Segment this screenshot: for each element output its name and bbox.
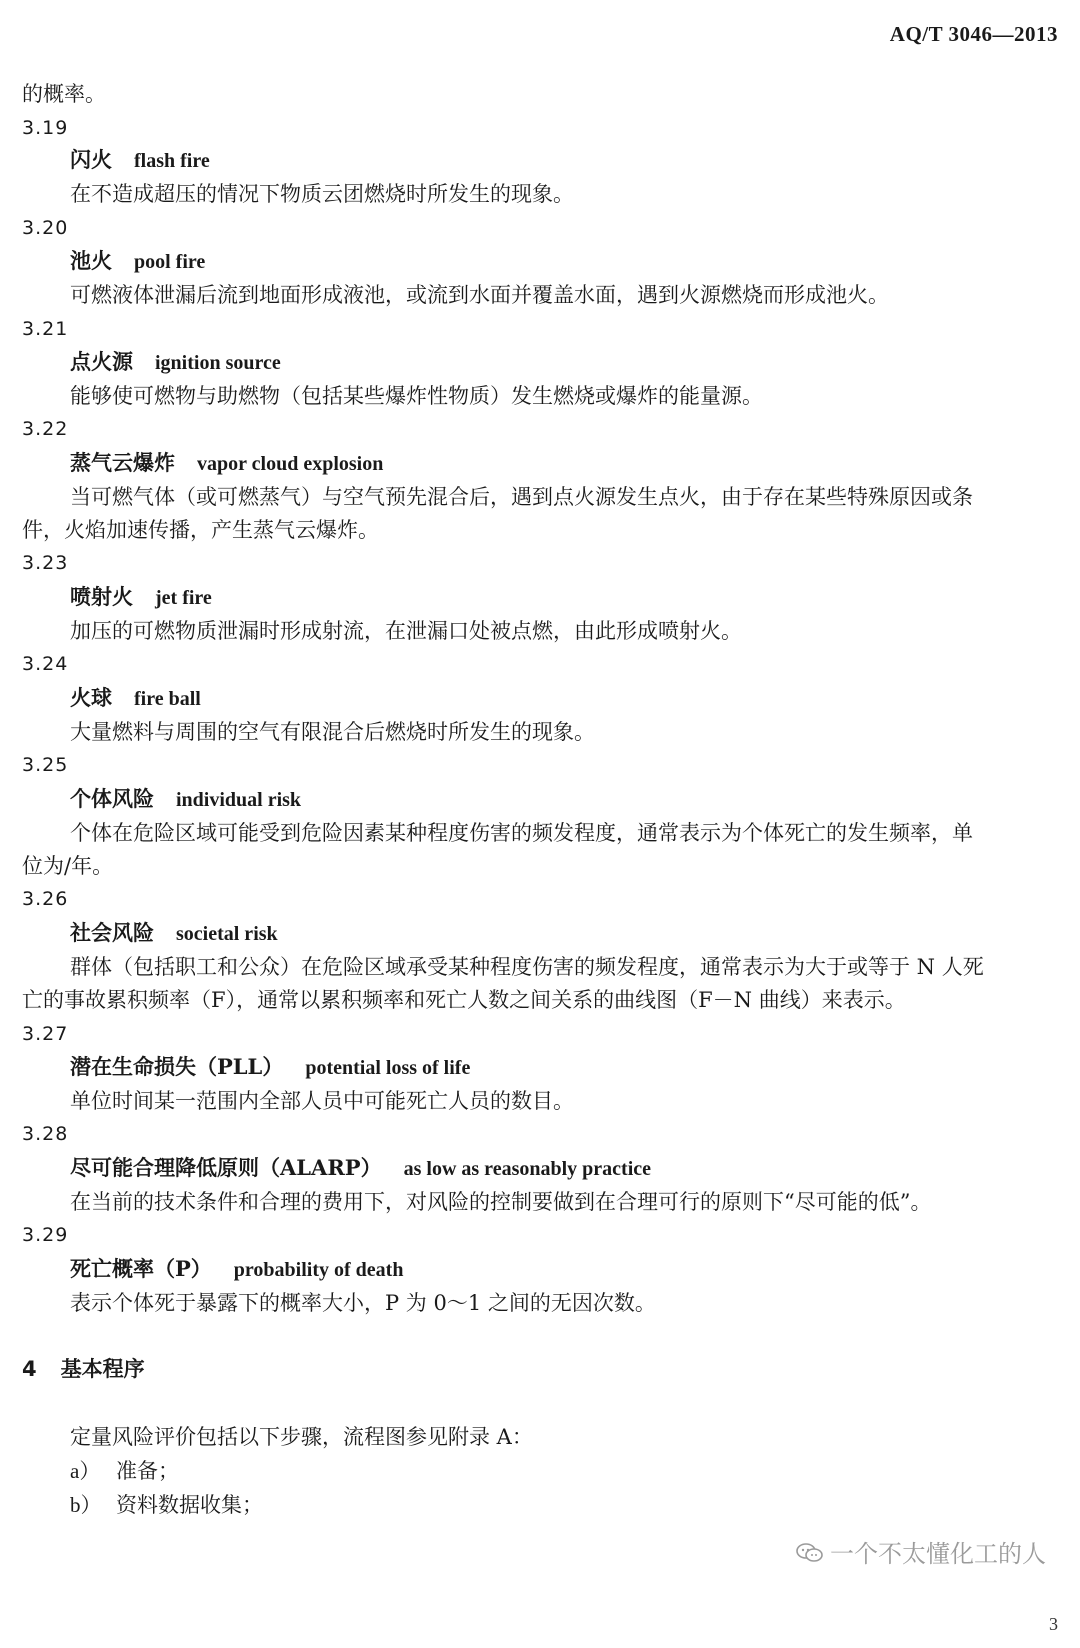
term-zh: 尽可能合理降低原则（ALARP）	[70, 1155, 382, 1180]
doc-code-header: AQ/T 3046—2013	[889, 22, 1058, 46]
term-heading	[70, 1255, 403, 1284]
term-heading	[70, 1154, 651, 1183]
term-en: vapor cloud explosion	[197, 453, 384, 475]
definition-text: 表示个体死于暴露下的概率大小，P 为 0～1 之间的无因次数。	[70, 1291, 656, 1315]
section-title: 基本程序	[60, 1356, 145, 1381]
entry-number: 3.26	[22, 888, 69, 910]
list-item-text: 资料数据收集；	[116, 1493, 263, 1517]
entry-number: 3.20	[22, 217, 69, 239]
watermark	[796, 1534, 1046, 1569]
term-zh: 蒸气云爆炸	[70, 450, 175, 475]
definition-text: 单位时间某一范围内全部人员中可能死亡人员的数目。	[70, 1089, 574, 1113]
term-heading	[70, 684, 201, 713]
wechat-icon	[796, 1542, 822, 1562]
watermark-text: 一个不太懂化工的人	[830, 1540, 1046, 1568]
term-heading	[70, 583, 212, 612]
section-intro: 定量风险评价包括以下步骤，流程图参见附录 A：	[70, 1425, 533, 1449]
entry-number: 3.29	[22, 1224, 69, 1246]
definition-text: 加压的可燃物质泄漏时形成射流，在泄漏口处被点燃，由此形成喷射火。	[70, 619, 742, 643]
term-heading	[70, 146, 210, 175]
term-zh: 社会风险	[70, 920, 154, 945]
term-zh: 潜在生命损失（PLL）	[70, 1054, 284, 1079]
definition-text: 位为/年。	[22, 854, 114, 878]
term-zh: 喷射火	[70, 584, 133, 609]
term-en: potential loss of life	[305, 1057, 471, 1079]
list-item-text: 准备；	[116, 1459, 179, 1483]
definition-text: 能够使可燃物与助燃物（包括某些爆炸性物质）发生燃烧或爆炸的能量源。	[70, 384, 763, 408]
definition-text: 个体在危险区域可能受到危险因素某种程度伤害的频发程度，通常表示为个体死亡的发生频率，单	[70, 821, 973, 845]
term-zh: 点火源	[70, 349, 133, 374]
term-zh: 闪火	[70, 147, 112, 172]
definition-text: 件，火焰加速传播，产生蒸气云爆炸。	[22, 518, 379, 542]
term-en: fire ball	[134, 688, 201, 710]
list-item	[70, 1457, 179, 1485]
list-item	[70, 1491, 263, 1519]
term-heading	[70, 785, 301, 814]
term-en: jet fire	[155, 587, 212, 609]
term-en: ignition source	[155, 352, 281, 374]
term-zh: 个体风险	[70, 786, 154, 811]
term-heading	[70, 449, 383, 478]
term-heading	[70, 348, 281, 377]
term-zh: 火球	[70, 685, 112, 710]
term-zh: 池火	[70, 248, 112, 273]
definition-text: 在不造成超压的情况下物质云团燃烧时所发生的现象。	[70, 182, 574, 206]
entry-number: 3.28	[22, 1123, 69, 1145]
list-marker: b）	[70, 1493, 102, 1517]
entry-number: 3.22	[22, 418, 69, 440]
term-heading	[70, 1053, 470, 1082]
section-heading	[22, 1355, 145, 1383]
term-heading	[70, 247, 205, 276]
entry-number: 3.21	[22, 318, 69, 340]
definition-text: 亡的事故累积频率（F），通常以累积频率和死亡人数之间关系的曲线图（F－N 曲线）来表示。	[22, 988, 906, 1012]
entry-number: 3.25	[22, 754, 69, 776]
term-heading	[70, 919, 278, 948]
entry-number: 3.27	[22, 1023, 69, 1045]
entry-number: 3.24	[22, 653, 69, 675]
term-en: individual risk	[176, 789, 302, 811]
definition-text: 可燃液体泄漏后流到地面形成液池，或流到水面并覆盖水面，遇到火源燃烧而形成池火。	[70, 283, 889, 307]
definition-text: 在当前的技术条件和合理的费用下，对风险的控制要做到在合理可行的原则下“尽可能的低”。	[70, 1190, 932, 1214]
continuation-text: 的概率。	[22, 82, 106, 106]
term-en: probability of death	[233, 1259, 404, 1281]
page-number: 3	[1049, 1614, 1058, 1634]
list-marker: a）	[70, 1459, 101, 1483]
term-zh: 死亡概率（P）	[70, 1256, 212, 1281]
entry-number: 3.23	[22, 552, 69, 574]
term-en: societal risk	[176, 923, 278, 945]
section-number: 4	[22, 1357, 37, 1381]
definition-text: 当可燃气体（或可燃蒸气）与空气预先混合后，遇到点火源发生点火，由于存在某些特殊原因或条	[70, 485, 973, 509]
term-en: flash fire	[134, 150, 210, 172]
entry-number: 3.19	[22, 117, 69, 139]
term-en: pool fire	[134, 251, 206, 273]
definition-text: 群体（包括职工和公众）在危险区域承受某种程度伤害的频发程度，通常表示为大于或等于 N 人死	[70, 955, 984, 979]
definition-text: 大量燃料与周围的空气有限混合后燃烧时所发生的现象。	[70, 720, 595, 744]
term-en: as low as reasonably practice	[403, 1158, 652, 1180]
